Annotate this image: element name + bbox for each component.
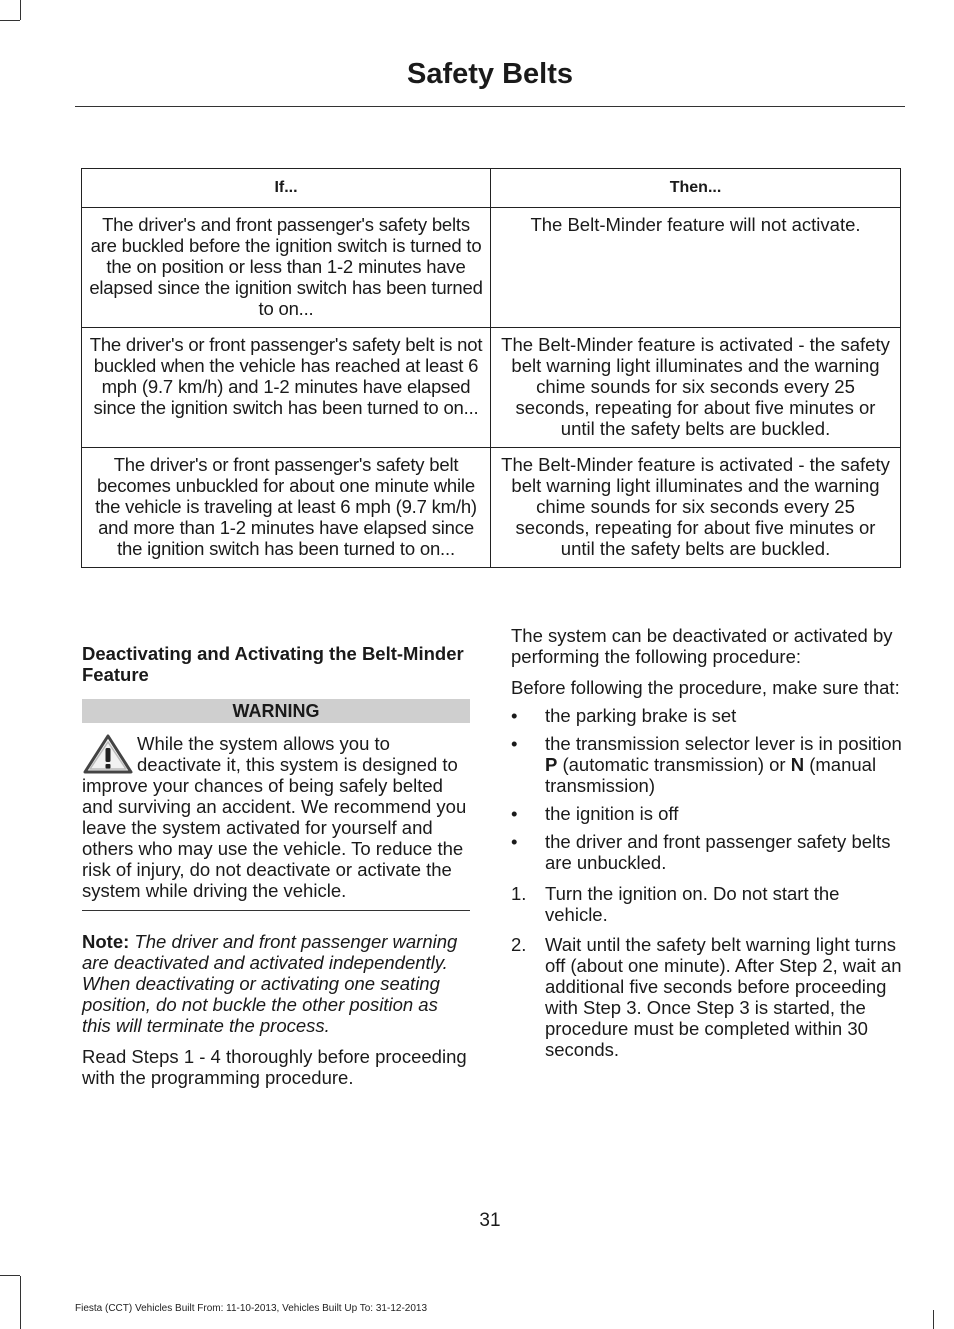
warning-header: WARNING — [82, 699, 470, 723]
table-cell-then: The Belt-Minder feature is activated - the safety belt warning light illuminates and the warning chime sounds for six seconds every 25 seconds, repeating for about five minutes or until the safety belts are buckled. — [491, 328, 901, 448]
table-row — [82, 328, 901, 448]
before-paragraph: Before following the procedure, make sure that: — [511, 677, 900, 698]
warning-box — [82, 733, 470, 911]
page-number: 31 — [479, 1210, 501, 1231]
warning-text: While the system allows you to deactivate it, this system is designed to improve your chances of being safely belted and surviving an accident. We recommend you leave the system activated for yourself and others who may use the vehicle. To reduce the risk of injury, do not deactivate or activate the system while driving the vehicle. — [82, 733, 467, 901]
bullet-marker: • — [511, 705, 518, 726]
list-item-text: the driver and front passenger safety belts are unbuckled. — [545, 831, 891, 873]
list-item — [511, 803, 903, 824]
crop-mark-top-left-horizontal — [0, 20, 20, 21]
table-header-if: If... — [82, 169, 491, 208]
step-item — [511, 934, 903, 1060]
list-item-text: the parking brake is set — [545, 705, 737, 726]
step-number: 2. — [511, 934, 527, 955]
crop-mark-bottom-left-horizontal — [0, 1275, 20, 1276]
section-heading: Deactivating and Activating the Belt-Minder Feature — [82, 643, 464, 685]
step-item — [511, 883, 903, 925]
bullet-marker: • — [511, 803, 518, 824]
note-text: The driver and front passenger warning are deactivated and activated independently. When deactivating or activating one seating position, do not buckle the other position as this will terminate the process. — [82, 931, 458, 1036]
crop-mark-bottom-left-vertical — [20, 1276, 21, 1329]
table-cell-if: The driver's or front passenger's safety belt is not buckled when the vehicle has reached at least 6 mph (9.7 km/h) and 1-2 minutes have elapsed since the ignition switch has been turned to on... — [82, 328, 491, 448]
intro-paragraph: The system can be deactivated or activated by performing the following procedure: — [511, 625, 893, 667]
table-cell-if: The driver's or front passenger's safety belt becomes unbuckled for about one minute while the vehicle is traveling at least 6 mph (9.7 km/h) and more than 1-2 minutes have elapsed since the ignition switch has been turned to on... — [82, 448, 491, 568]
step-text: Turn the ignition on. Do not start the vehicle. — [545, 883, 840, 925]
step-text: Wait until the safety belt warning light turns off (about one minute). After Step 2, wait an additional five seconds before proceeding with Step 3. Once Step 3 is started, the procedure must be completed within 30 seconds. — [545, 934, 902, 1060]
precondition-list — [511, 705, 903, 873]
belt-minder-conditions-table — [81, 168, 901, 568]
gear-n-label: N — [790, 754, 805, 775]
list-item — [511, 831, 903, 873]
page-title: Safety Belts — [406, 58, 573, 90]
table-header-then: Then... — [491, 169, 901, 208]
table-row — [82, 448, 901, 568]
gear-p-label: P — [545, 754, 558, 775]
bullet-marker: • — [511, 733, 518, 754]
footer-text: Fiesta (CCT) Vehicles Built From: 11-10-2013, Vehicles Built Up To: 31-12-2013 — [75, 1303, 428, 1314]
warning-triangle-icon — [82, 733, 134, 775]
table-cell-then: The Belt-Minder feature is activated - the safety belt warning light illuminates and the warning chime sounds for six seconds every 25 seconds, repeating for about five minutes or until the safety belts are buckled. — [491, 448, 901, 568]
list-item — [511, 733, 903, 796]
list-item-text: the ignition is off — [545, 803, 679, 824]
note-label: Note: — [82, 931, 130, 952]
bullet-marker: • — [511, 831, 518, 852]
list-item-text: the transmission selector lever is in position — [545, 733, 902, 754]
left-column — [82, 643, 470, 1088]
step-number: 1. — [511, 883, 527, 904]
list-item-text: (manual transmission) — [545, 754, 877, 796]
title-divider — [75, 106, 905, 107]
crop-mark-top-left-vertical — [20, 0, 21, 20]
table-header-row — [82, 169, 901, 208]
right-column — [511, 625, 903, 1060]
table-cell-then: The Belt-Minder feature will not activate. — [491, 208, 901, 328]
table-row — [82, 208, 901, 328]
list-item — [511, 705, 903, 726]
procedure-steps — [511, 883, 903, 1060]
crop-mark-bottom-right-vertical — [933, 1310, 934, 1329]
note — [82, 931, 470, 1036]
table-cell-if: The driver's and front passenger's safety belts are buckled before the ignition switch is turned to the on position or less than 1-2 minutes have elapsed since the ignition switch has been turned to on... — [82, 208, 491, 328]
read-steps-paragraph: Read Steps 1 - 4 thoroughly before proceeding with the programming procedure. — [82, 1046, 467, 1088]
list-item-text: (automatic transmission) or — [562, 754, 786, 775]
